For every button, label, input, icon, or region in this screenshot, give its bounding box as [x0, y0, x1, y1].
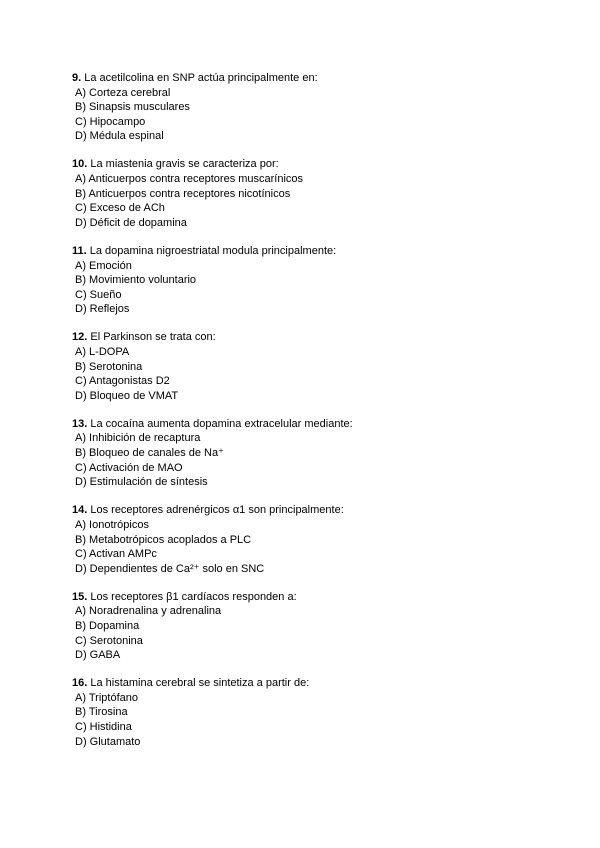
question-text: La dopamina nigroestriatal modula principalmente: — [89, 244, 337, 257]
question-text: La histamina cerebral se sintetiza a partir de: — [90, 677, 310, 690]
question-text: Los receptores β1 cardíacos responden a: — [90, 590, 297, 603]
question-number: 14. — [72, 504, 88, 517]
option-b: B) Tirosina — [75, 706, 128, 719]
question-stem — [72, 244, 552, 259]
question-text: El Parkinson se trata con: — [90, 331, 216, 344]
option-d: D) Estimulación de síntesis — [75, 476, 208, 489]
question-number: 13. — [72, 417, 88, 430]
question-14 — [72, 503, 552, 576]
option-b: B) Dopamina — [75, 620, 140, 632]
option-a: A) Noradrenalina y adrenalina — [75, 605, 222, 618]
question-number: 11. — [72, 244, 87, 257]
question-number: 15. — [72, 590, 88, 603]
option-c: C) Serotonina — [75, 634, 143, 647]
option-a: A) Triptófano — [75, 691, 138, 704]
option-b: B) Bloqueo de canales de Na⁺ — [75, 447, 224, 460]
question-text: La acetilcolina en SNP actúa principalmente en: — [84, 72, 318, 84]
option-b: B) Movimiento voluntario — [75, 274, 197, 287]
option-a: A) L-DOPA — [75, 346, 130, 358]
question-text: La miastenia gravis se caracteriza por: — [90, 158, 279, 171]
question-stem — [72, 503, 552, 518]
option-a: A) Anticuerpos contra receptores muscarínicos — [75, 173, 304, 186]
question-text: La cocaína aumenta dopamina extracelular mediante: — [90, 417, 353, 430]
question-10 — [72, 157, 552, 230]
question-number: 16. — [72, 677, 88, 690]
option-d: D) Dependientes de Ca²⁺ solo en SNC — [75, 562, 265, 575]
question-number: 12. — [72, 331, 88, 344]
option-c: C) Hipocampo — [75, 115, 146, 128]
option-a: A) Emoción — [75, 259, 132, 272]
question-stem — [72, 157, 552, 172]
question-number: 9. — [72, 72, 82, 84]
option-c: C) Histidina — [75, 721, 132, 734]
option-c: C) Antagonistas D2 — [75, 375, 170, 388]
question-stem — [72, 676, 552, 691]
question-stem — [72, 330, 552, 345]
option-d: D) Bloqueo de VMAT — [75, 389, 179, 402]
option-b: B) Sinapsis musculares — [75, 101, 190, 114]
option-c: C) Activan AMPc — [75, 548, 157, 561]
option-c: C) Activación de MAO — [75, 461, 183, 474]
option-d: D) Médula espinal — [75, 130, 164, 143]
question-12 — [72, 330, 552, 403]
question-9 — [72, 71, 552, 144]
option-c: C) Sueño — [75, 288, 122, 301]
option-c: C) Exceso de ACh — [75, 202, 165, 215]
question-stem — [72, 590, 552, 605]
option-a: A) Corteza cerebral — [75, 86, 171, 99]
question-stem — [72, 71, 552, 86]
option-a: A) Ionotrópicos — [75, 518, 149, 531]
question-list — [72, 71, 552, 763]
option-b: B) Metabotrópicos acoplados a PLC — [75, 533, 252, 546]
option-d: D) GABA — [75, 649, 121, 662]
question-number: 10. — [72, 158, 88, 171]
option-d: D) Glutamato — [75, 735, 141, 748]
option-d: D) Reflejos — [75, 303, 130, 316]
option-d: D) Déficit de dopamina — [75, 216, 187, 229]
option-b: B) Anticuerpos contra receptores nicotínicos — [75, 187, 291, 200]
question-16 — [72, 676, 552, 749]
option-a: A) Inhibición de recaptura — [75, 432, 201, 445]
question-text: Los receptores adrenérgicos α1 son principalmente: — [90, 504, 344, 517]
option-b: B) Serotonina — [75, 360, 143, 373]
question-11 — [72, 244, 552, 317]
question-15 — [72, 590, 552, 663]
question-stem — [72, 417, 552, 432]
question-13 — [72, 417, 552, 490]
